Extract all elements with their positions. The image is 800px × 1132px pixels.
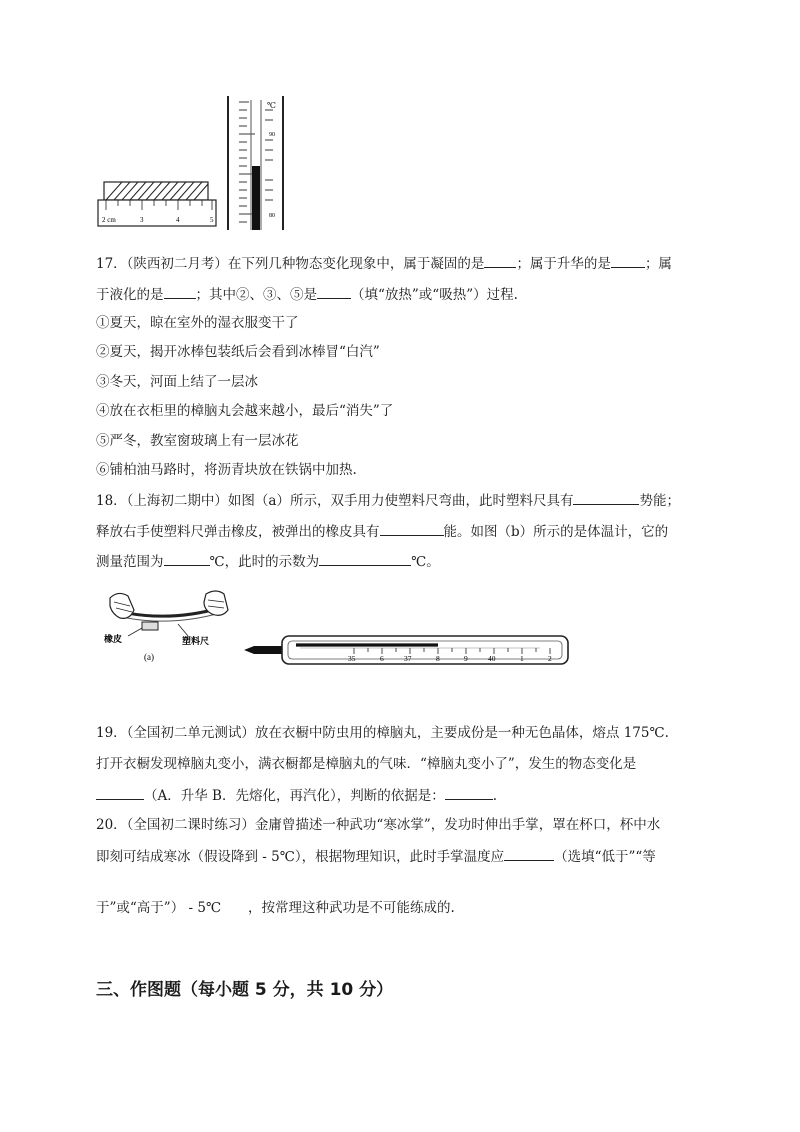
ruler-tick-label: 4 [176,216,180,224]
q19-line3: （A．升华 B．先熔化，再汽化），判断的依据是： . [96,785,497,806]
q18-line1: 18．（上海初二期中）如图（a）所示，双手用力使塑料尺弯曲，此时塑料尺具有 势能； [96,490,680,511]
q20-line2: 即刻可结成寒冰（假设降到 - 5℃），根据物理知识，此时手掌温度应 （选填“低于”“等 [96,846,656,867]
answer-blank[interactable] [573,490,639,505]
scale-label: 1 [520,654,524,663]
answer-blank[interactable] [317,284,351,299]
answer-blank[interactable] [164,284,196,299]
q20-line1: 20．（全国初二课时练习）金庸曾描述一种武功“寒冰掌”，发功时伸出手掌，罩在杯口，杯中水 [96,817,661,833]
thermometer-unit: ℃ [267,101,276,110]
thermometer-label-80: 80 [269,213,275,219]
thermometer-figure [225,96,291,230]
body-thermometer-figure [240,632,576,668]
q20-line3: 于”或“高于”） - 5℃ ，按常理这种武功是不可能练成的. [96,900,455,916]
scale-label: 9 [464,654,468,663]
thermometer-label-90: 90 [269,132,275,138]
q17-option: ②夏天，揭开冰棒包装纸后会看到冰棒冒“白汽” [96,344,380,360]
scale-label: 2 [548,654,552,663]
q17-line1: 17．（陕西初二月考）在下列几种物态变化现象中，属于凝固的是 ；属于升华的是 ；属 [96,253,672,274]
scale-label: 37 [404,654,412,663]
q17-option: ①夏天，晾在室外的湿衣服变干了 [96,315,299,331]
q19-line1: 19．（全国初二单元测试）放在衣橱中防虫用的樟脑丸，主要成份是一种无色晶体，熔点 175℃. [96,725,669,741]
ruler-tick-label: 3 [140,216,144,224]
bending-ruler-figure [100,584,234,666]
scale-label: 8 [436,654,440,663]
eraser-label: 橡皮 [104,634,123,644]
answer-blank[interactable] [319,551,411,566]
q18-line2: 释放右手使塑料尺弹击橡皮，被弹出的橡皮具有 能。如图（b）所示的是体温计，它的 [96,521,668,542]
q17-option: ③冬天，河面上结了一层冰 [96,374,258,390]
answer-blank[interactable] [445,785,493,800]
section-3-title: 三、作图题（每小题 5 分，共 10 分） [96,980,394,1000]
scale-label: 35 [348,654,356,663]
q17-option: ⑥铺柏油马路时，将沥青块放在铁锅中加热. [96,462,357,478]
q17-line2: 于液化的是 ；其中②、③、⑤是 （填“放热”或“吸热”）过程. [96,284,518,305]
scale-label: 40 [488,654,496,663]
ruler-unit-label: 2 cm [102,216,116,224]
answer-blank[interactable] [484,253,516,268]
ruler-figure [96,176,220,232]
q17-option: ④放在衣柜里的樟脑丸会越来越小，最后“消失”了 [96,403,394,419]
q18-line3: 测量范围为 ℃，此时的示数为 ℃。 [96,551,440,572]
ruler-tick-label: 5 [210,216,214,224]
q19-line2: 打开衣橱发现樟脑丸变小，满衣橱都是樟脑丸的气味．“樟脑丸变小了”，发生的物态变化是 [96,756,637,772]
scale-label: 6 [380,654,384,663]
answer-blank[interactable] [96,785,144,800]
answer-blank[interactable] [611,253,645,268]
answer-blank[interactable] [164,551,210,566]
plastic-ruler-label: 塑料尺 [182,636,210,646]
mercury-column [252,166,260,230]
q17-option: ⑤严冬，教室窗玻璃上有一层冰花 [96,433,299,449]
answer-blank[interactable] [504,846,554,861]
answer-blank[interactable] [380,521,444,536]
figure-a-caption: (a) [144,652,154,662]
eraser [142,622,158,630]
